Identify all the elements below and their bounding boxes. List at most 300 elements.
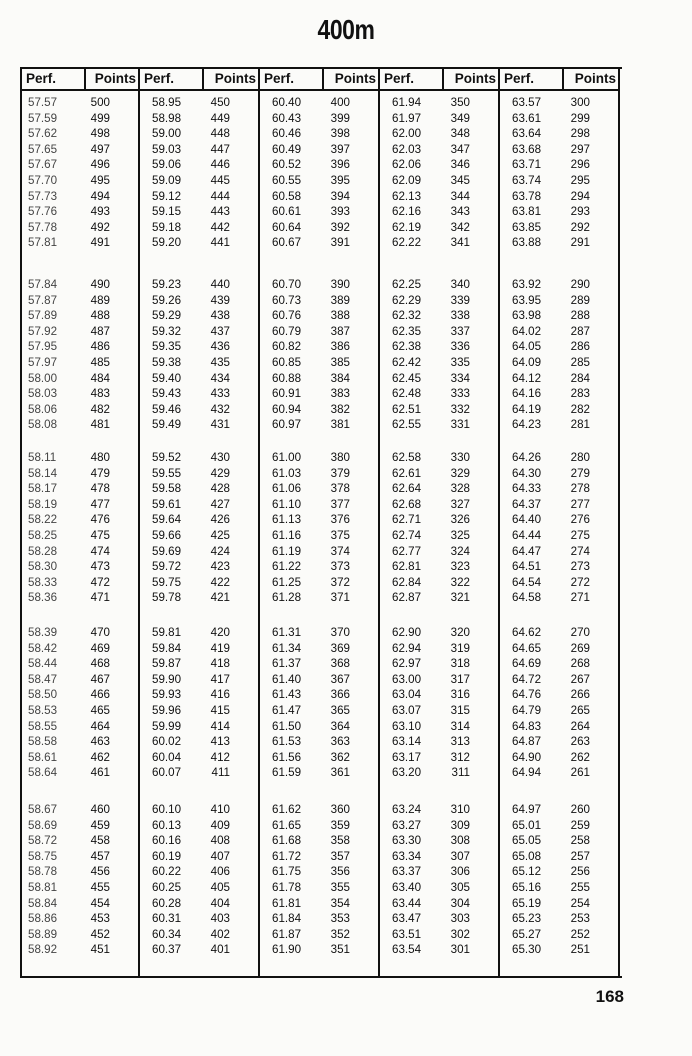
table-row [140,339,258,355]
table-column-1 [20,69,140,976]
points-value: 353 [330,912,350,926]
points-value: 498 [90,127,110,141]
points-value: 419 [210,641,230,655]
points-value: 497 [90,142,110,156]
perf-value: 59.64 [152,513,182,527]
points-value: 480 [90,451,110,464]
table-row [140,512,258,528]
points-value: 327 [450,497,470,511]
perf-value: 59.84 [152,641,182,655]
perf-value: 62.97 [392,657,422,671]
perf-value: 61.37 [272,657,302,671]
points-value: 477 [90,497,110,511]
perf-value: 64.40 [512,513,542,527]
perf-value: 59.29 [152,309,182,323]
table-row [22,703,138,719]
perf-value: 65.01 [512,818,542,832]
header-divider [562,69,564,89]
table-row [260,750,378,766]
table-row [260,641,378,657]
points-value: 320 [450,626,470,639]
points-value: 464 [90,719,110,733]
perf-value: 59.75 [152,575,182,589]
perf-value: 58.89 [28,927,58,941]
perf-value: 64.72 [512,672,542,686]
perf-value: 62.32 [392,309,422,323]
header-divider [322,69,324,89]
table-row [380,466,498,482]
perf-value: 57.78 [28,220,58,234]
points-value: 334 [450,371,470,385]
table-row [22,95,138,111]
points-value: 458 [90,834,110,848]
perf-value: 62.06 [392,158,422,172]
perf-value: 63.00 [392,672,422,686]
perf-value: 61.47 [272,703,302,717]
row-group [380,95,498,251]
points-value: 465 [90,703,110,717]
table-row [140,157,258,173]
points-value: 398 [330,127,350,141]
table-row [380,641,498,657]
table-row [140,559,258,575]
points-value: 315 [450,703,470,717]
points-value: 335 [450,355,470,369]
points-value: 349 [450,111,470,125]
perf-value: 62.19 [392,220,422,234]
points-value: 326 [450,513,470,527]
points-value: 344 [450,189,470,203]
points-value: 408 [210,834,230,848]
points-value: 369 [330,641,350,655]
perf-value: 62.58 [392,451,422,464]
table-row [260,497,378,513]
points-value: 499 [90,111,110,125]
points-value: 410 [210,803,230,816]
table-row [380,687,498,703]
points-value: 402 [210,927,230,941]
points-value: 373 [330,560,350,574]
perf-value: 60.76 [272,309,302,323]
perf-value: 62.29 [392,293,422,307]
perf-value: 64.90 [512,750,542,764]
points-value: 356 [330,865,350,879]
perf-value: 59.81 [152,626,182,639]
table-row [140,656,258,672]
points-value: 397 [330,142,350,156]
perf-value: 63.98 [512,309,542,323]
perf-value: 59.40 [152,371,182,385]
row-group [380,277,498,433]
table-row [260,703,378,719]
perf-value: 64.26 [512,451,542,464]
points-value: 384 [330,371,350,385]
points-value: 284 [570,371,590,385]
points-value: 269 [570,641,590,655]
table-row [380,339,498,355]
points-value: 281 [570,418,590,432]
perf-value: 62.38 [392,340,422,354]
table-row [140,849,258,865]
table-row [140,528,258,544]
points-value: 426 [210,513,230,527]
table-row [22,802,138,818]
perf-value: 60.94 [272,402,302,416]
perf-value: 61.10 [272,497,302,511]
table-row [260,802,378,818]
table-row [260,656,378,672]
table-row [380,911,498,927]
perf-value: 59.23 [152,278,182,291]
table-row [22,719,138,735]
row-group [500,450,618,606]
table-row [140,641,258,657]
row-group [22,450,138,606]
table-row [500,293,618,309]
perf-value: 61.90 [272,943,302,957]
perf-value: 64.30 [512,466,542,480]
points-value: 403 [210,912,230,926]
perf-value: 64.54 [512,575,542,589]
table-row [500,765,618,781]
perf-value: 62.90 [392,626,422,639]
points-value: 429 [210,466,230,480]
table-row [260,142,378,158]
points-value: 401 [210,943,230,957]
table-row [380,417,498,433]
perf-value: 65.19 [512,896,542,910]
perf-value: 60.79 [272,324,302,338]
perf-value: 62.61 [392,466,422,480]
table-row [140,687,258,703]
perf-value: 60.52 [272,158,302,172]
points-value: 394 [330,189,350,203]
points-value: 282 [570,402,590,416]
points-value: 432 [210,402,230,416]
points-value: 383 [330,387,350,401]
points-value: 283 [570,387,590,401]
perf-value: 63.88 [512,236,542,250]
perf-value: 57.67 [28,158,58,172]
perf-value: 59.38 [152,355,182,369]
points-value: 485 [90,355,110,369]
points-value: 288 [570,309,590,323]
points-value: 490 [90,278,110,291]
perf-value: 58.95 [152,96,182,109]
perf-value: 60.28 [152,896,182,910]
points-value: 438 [210,309,230,323]
table-row [140,703,258,719]
table-row [380,355,498,371]
table-row [380,802,498,818]
perf-value: 57.84 [28,278,58,291]
header-divider [84,69,86,89]
points-value: 400 [330,96,350,109]
table-row [500,833,618,849]
table-row [140,833,258,849]
perf-value: 64.02 [512,324,542,338]
table-row [140,734,258,750]
header-perf: Perf. [384,71,415,86]
points-value: 475 [90,528,110,542]
points-value: 357 [330,849,350,863]
header-divider [202,69,204,89]
points-value: 261 [570,766,590,780]
table-row [140,417,258,433]
perf-value: 62.87 [392,591,422,605]
points-value: 363 [330,735,350,749]
table-row [500,324,618,340]
perf-value: 65.12 [512,865,542,879]
points-value: 388 [330,309,350,323]
points-value: 252 [570,927,590,941]
header-points: Points [454,71,496,86]
perf-value: 61.40 [272,672,302,686]
points-value: 286 [570,340,590,354]
table-row [22,324,138,340]
points-value: 350 [450,96,470,109]
perf-value: 63.61 [512,111,542,125]
header-points: Points [94,71,136,86]
perf-value: 58.28 [28,544,58,558]
points-value: 332 [450,402,470,416]
row-group [140,625,258,781]
table-row [22,371,138,387]
points-value: 457 [90,849,110,863]
points-value: 285 [570,355,590,369]
table-row [500,402,618,418]
table-row [260,204,378,220]
perf-value: 64.51 [512,560,542,574]
points-value: 302 [450,927,470,941]
perf-value: 63.64 [512,127,542,141]
perf-value: 59.49 [152,418,182,432]
points-value: 436 [210,340,230,354]
perf-value: 59.61 [152,497,182,511]
header-points: Points [574,71,616,86]
perf-value: 63.17 [392,750,422,764]
table-row [22,672,138,688]
table-row [140,371,258,387]
perf-value: 62.48 [392,387,422,401]
perf-value: 60.97 [272,418,302,432]
points-value: 431 [210,418,230,432]
perf-value: 59.12 [152,189,182,203]
table-row [260,672,378,688]
table-row [500,911,618,927]
perf-value: 58.06 [28,402,58,416]
perf-value: 61.75 [272,865,302,879]
points-value: 264 [570,719,590,733]
table-row [380,204,498,220]
points-value: 366 [330,688,350,702]
table-row [380,157,498,173]
table-row [500,371,618,387]
points-value: 492 [90,220,110,234]
row-group [500,95,618,251]
table-row [260,880,378,896]
table-row [22,402,138,418]
table-row [380,126,498,142]
points-value: 463 [90,735,110,749]
table-row [260,528,378,544]
perf-value: 61.72 [272,849,302,863]
points-value: 387 [330,324,350,338]
table-row [500,672,618,688]
points-value: 399 [330,111,350,125]
points-value: 329 [450,466,470,480]
points-value: 421 [210,591,230,605]
points-value: 424 [210,544,230,558]
table-row [140,942,258,958]
table-row [500,355,618,371]
perf-value: 58.11 [28,451,57,464]
points-value: 330 [450,451,470,464]
points-value: 328 [450,482,470,496]
table-row [260,277,378,293]
table-row [500,126,618,142]
points-value: 319 [450,641,470,655]
table-row [140,896,258,912]
table-row [500,719,618,735]
perf-value: 59.96 [152,703,182,717]
perf-value: 63.85 [512,220,542,234]
points-value: 255 [570,880,590,894]
table-row [140,481,258,497]
points-value: 339 [450,293,470,307]
perf-value: 61.31 [272,626,302,639]
table-row [260,371,378,387]
table-row [380,220,498,236]
table-row [260,590,378,606]
header-points: Points [214,71,256,86]
table-row [140,220,258,236]
points-value: 442 [210,220,230,234]
table-column-5 [500,69,620,976]
points-value: 446 [210,158,230,172]
points-value: 396 [330,158,350,172]
perf-value: 59.03 [152,142,182,156]
points-value: 454 [90,896,110,910]
points-value: 409 [210,818,230,832]
table-row [260,818,378,834]
perf-value: 60.64 [272,220,302,234]
points-value: 265 [570,703,590,717]
perf-value: 57.76 [28,205,58,219]
page-title: 400m [317,14,375,45]
points-value: 441 [210,236,230,250]
table-row [500,942,618,958]
perf-value: 62.09 [392,173,422,187]
table-row [500,466,618,482]
points-value: 305 [450,880,470,894]
points-value: 340 [450,278,470,291]
table-row [380,142,498,158]
row-group [260,802,378,958]
table-row [500,818,618,834]
table-row [380,719,498,735]
table-row [140,544,258,560]
table-row [260,481,378,497]
perf-value: 64.23 [512,418,542,432]
table-row [500,512,618,528]
perf-value: 58.92 [28,943,58,957]
perf-value: 57.89 [28,309,58,323]
points-value: 368 [330,657,350,671]
table-row [140,355,258,371]
table-row [140,497,258,513]
points-value: 374 [330,544,350,558]
points-value: 433 [210,387,230,401]
table-row [380,625,498,641]
perf-value: 61.65 [272,818,302,832]
points-value: 325 [450,528,470,542]
perf-value: 64.47 [512,544,542,558]
table-row [260,765,378,781]
perf-value: 62.71 [392,513,422,527]
table-row [22,765,138,781]
perf-value: 58.50 [28,688,58,702]
points-value: 341 [450,236,470,250]
table-row [140,818,258,834]
perf-value: 60.85 [272,355,302,369]
points-value: 489 [90,293,110,307]
perf-value: 63.47 [392,912,422,926]
perf-value: 58.78 [28,865,58,879]
points-value: 378 [330,482,350,496]
table-row [22,355,138,371]
points-value: 273 [570,560,590,574]
points-value: 287 [570,324,590,338]
perf-value: 60.88 [272,371,302,385]
points-value: 482 [90,402,110,416]
table-row [140,450,258,466]
points-value: 417 [210,672,230,686]
perf-value: 59.35 [152,340,182,354]
perf-value: 58.64 [28,766,58,780]
points-value: 355 [330,880,350,894]
points-value: 466 [90,688,110,702]
points-value: 491 [90,236,110,250]
row-group [22,802,138,958]
table-row [260,687,378,703]
points-value: 268 [570,657,590,671]
table-row [500,204,618,220]
table-row [500,157,618,173]
points-value: 307 [450,849,470,863]
points-value: 434 [210,371,230,385]
points-value: 336 [450,340,470,354]
table-row [22,544,138,560]
table-row [140,95,258,111]
points-value: 405 [210,880,230,894]
perf-value: 62.42 [392,355,422,369]
table-row [22,339,138,355]
points-value: 365 [330,703,350,717]
perf-value: 61.28 [272,591,302,605]
table-row [140,802,258,818]
table-row [500,880,618,896]
perf-value: 57.62 [28,127,58,141]
table-row [260,625,378,641]
points-value: 407 [210,849,230,863]
points-value: 461 [90,766,110,780]
row-group [380,450,498,606]
perf-value: 62.68 [392,497,422,511]
perf-value: 58.72 [28,834,58,848]
row-group [140,802,258,958]
points-value: 314 [450,719,470,733]
